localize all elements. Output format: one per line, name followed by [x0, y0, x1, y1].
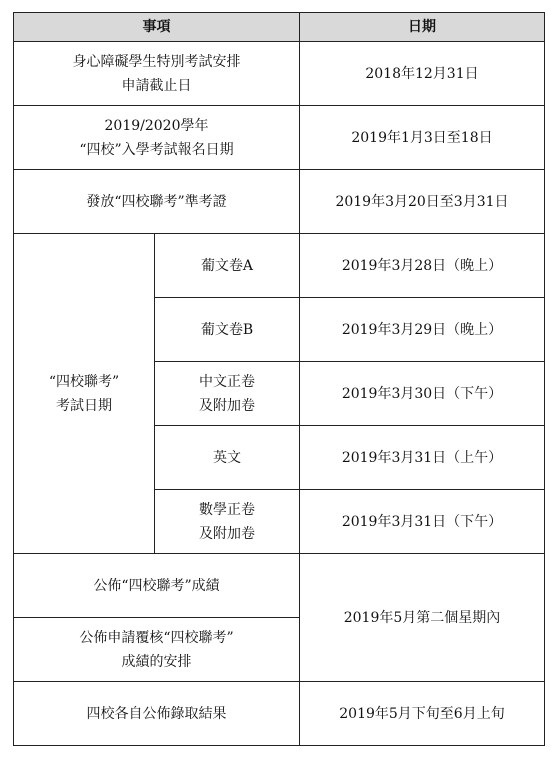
- item-line: 公佈申請覆核“四校聯考”: [79, 629, 234, 646]
- date-cell: 2019年3月31日（上午）: [300, 426, 545, 490]
- item-cell: 公佈“四校聯考”成績: [14, 554, 300, 618]
- date-cell: 2019年1月3日至18日: [300, 106, 545, 170]
- subject-line: 中文正卷: [199, 373, 255, 390]
- date-cell: 2019年3月28日（晚上）: [300, 234, 545, 298]
- item-cell: 四校各自公佈錄取結果: [14, 682, 300, 746]
- subject-line: 及附加卷: [199, 397, 255, 414]
- table-header-row: [14, 13, 545, 42]
- exam-label-line: “四校聯考”: [48, 373, 120, 390]
- header-date: 日期: [300, 13, 545, 42]
- item-cell: [14, 42, 300, 106]
- table-row: [14, 234, 545, 298]
- item-line: “四校”入學考試報名日期: [79, 141, 234, 158]
- table-row: [14, 554, 545, 618]
- date-cell: 2018年12月31日: [300, 42, 545, 106]
- table-row: [14, 682, 545, 746]
- item-cell: [14, 618, 300, 682]
- subject-cell: 葡文卷A: [155, 234, 300, 298]
- date-cell: 2019年3月29日（晚上）: [300, 298, 545, 362]
- item-line: 成績的安排: [121, 653, 192, 670]
- exam-label-cell: [14, 234, 155, 554]
- item-line: 2019/2020學年: [104, 117, 209, 134]
- date-cell: 2019年5月下旬至6月上旬: [300, 682, 545, 746]
- item-line: 申請截止日: [121, 77, 192, 94]
- header-item: 事項: [14, 13, 300, 42]
- item-cell: 發放“四校聯考”準考證: [14, 170, 300, 234]
- schedule-table: [13, 12, 545, 746]
- subject-cell: [155, 490, 300, 554]
- table-row: [14, 170, 545, 234]
- table-row: [14, 42, 545, 106]
- subject-cell: 葡文卷B: [155, 298, 300, 362]
- item-cell: [14, 106, 300, 170]
- date-cell: 2019年3月30日（下午）: [300, 362, 545, 426]
- date-cell: 2019年3月20日至3月31日: [300, 170, 545, 234]
- item-line: 身心障礙學生特別考試安排: [72, 53, 241, 70]
- subject-line: 及附加卷: [199, 525, 255, 542]
- date-cell: 2019年3月31日（下午）: [300, 490, 545, 554]
- subject-cell: 英文: [155, 426, 300, 490]
- table-row: [14, 106, 545, 170]
- subject-line: 數學正卷: [199, 501, 255, 518]
- exam-label-line: 考試日期: [56, 397, 112, 414]
- subject-cell: [155, 362, 300, 426]
- date-cell: 2019年5月第二個星期內: [300, 554, 545, 682]
